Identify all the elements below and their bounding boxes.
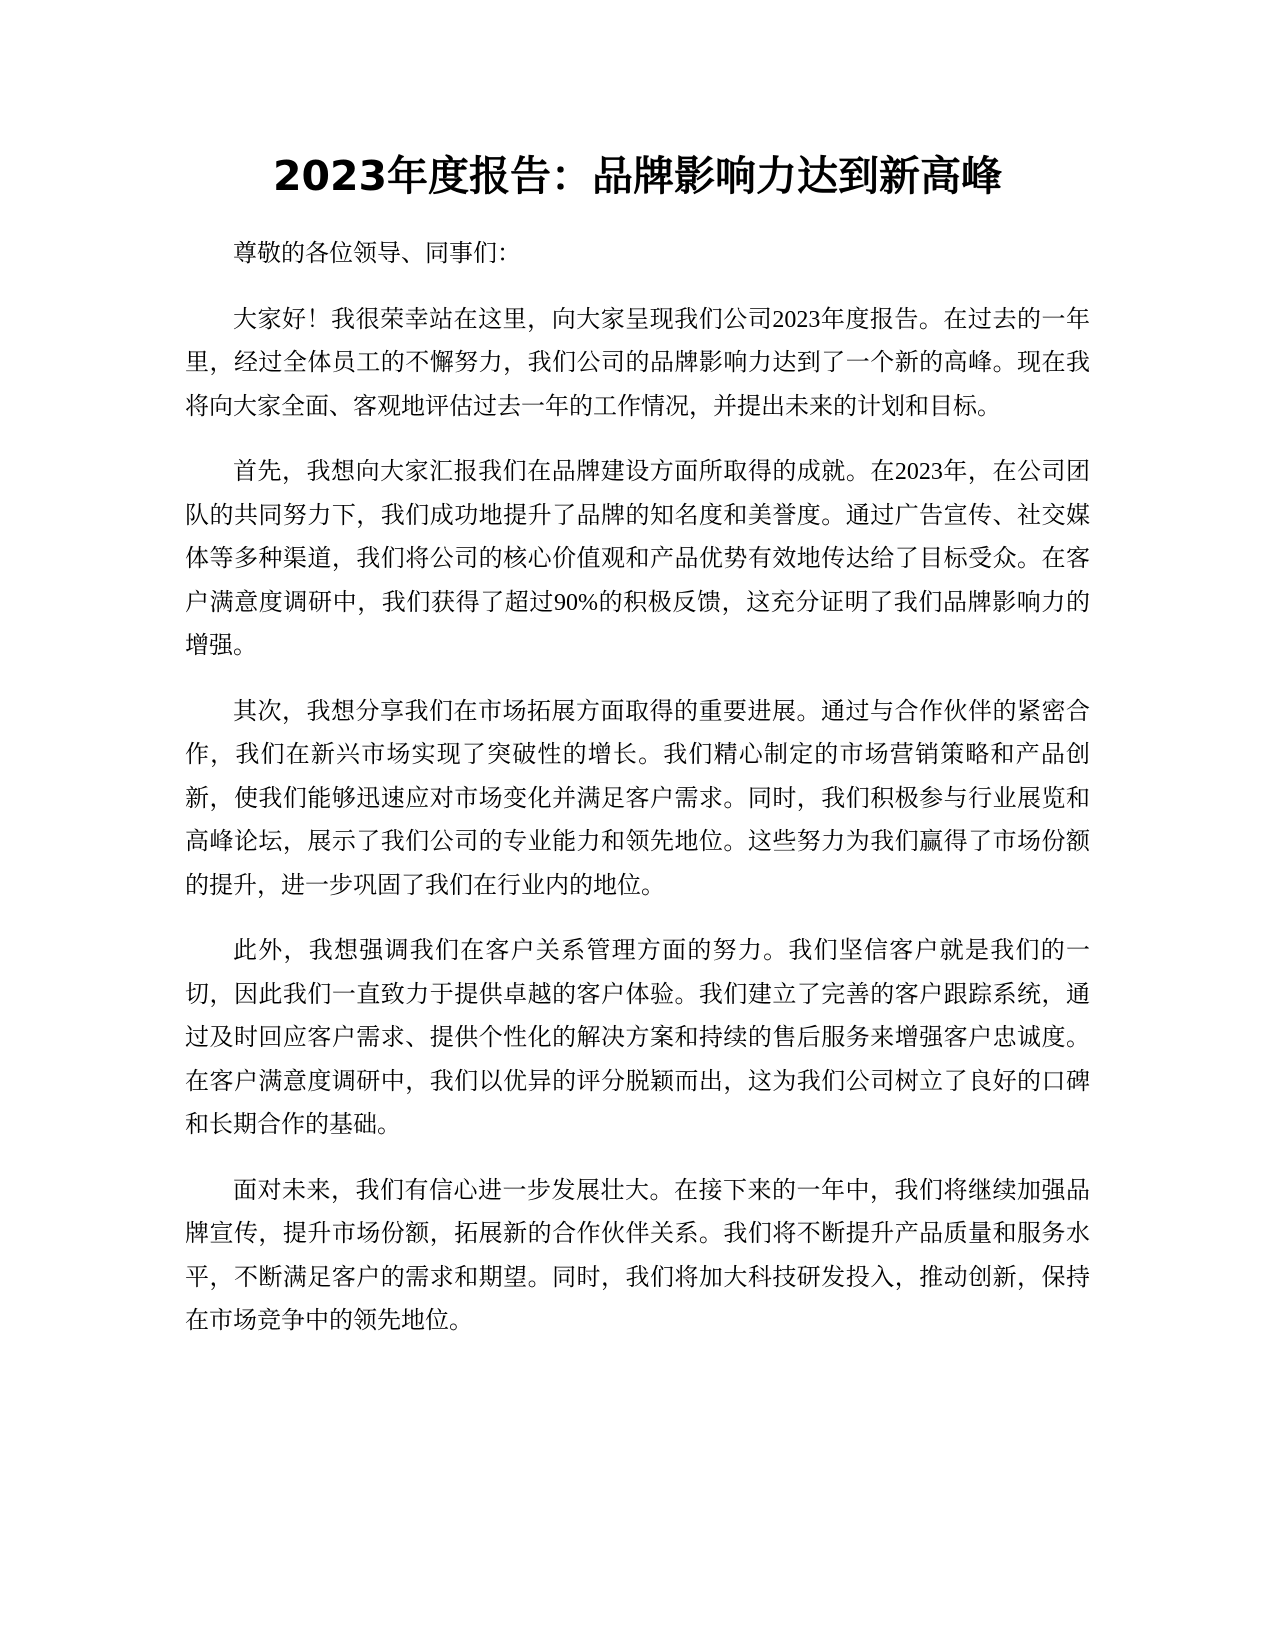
market-expansion-paragraph: 其次，我想分享我们在市场拓展方面取得的重要进展。通过与合作伙伴的紧密合作，我们在新兴市场实现了突破性的增长。我们精心制定的市场营销策略和产品创新，使我们能够迅速应对市场变化并满足客户需求。同时，我们积极参与行业展览和高峰论坛，展示了我们公司的专业能力和领先地位。这些努力为我们赢得了市场份额的提升，进一步巩固了我们在行业内的地位。: [185, 698, 1090, 899]
brand-achievement-paragraph: 首先，我想向大家汇报我们在品牌建设方面所取得的成就。在2023年，在公司团队的共同努力下，我们成功地提升了品牌的知名度和美誉度。通过广告宣传、社交媒体等多种渠道，我们将公司的核心价值观和产品优势有效地传达给了目标受众。在客户满意度调研中，我们获得了超过90%的积极反馈，这充分证明了我们品牌影响力的增强。: [185, 459, 1090, 659]
document-title: 2023年度报告：品牌影响力达到新高峰: [272, 152, 1003, 200]
salutation-paragraph: 尊敬的各位领导、同事们：: [233, 241, 521, 267]
customer-relations-paragraph: 此外，我想强调我们在客户关系管理方面的努力。我们坚信客户就是我们的一切，因此我们一直致力于提供卓越的客户体验。我们建立了完善的客户跟踪系统，通过及时回应客户需求、提供个性化的解决方案和持续的售后服务来增强客户忠诚度。在客户满意度调研中，我们以优异的评分脱颖而出，这为我们公司树立了良好的口碑和长期合作的基础。: [185, 938, 1090, 1138]
intro-paragraph: 大家好！我很荣幸站在这里，向大家呈现我们公司2023年度报告。在过去的一年里，经过全体员工的不懈努力，我们公司的品牌影响力达到了一个新的高峰。现在我将向大家全面、客观地评估过去一年的工作情况，并提出未来的计划和目标。: [185, 306, 1090, 420]
future-outlook-paragraph: 面对未来，我们有信心进一步发展壮大。在接下来的一年中，我们将继续加强品牌宣传，提升市场份额，拓展新的合作伙伴关系。我们将不断提升产品质量和服务水平，不断满足客户的需求和期望。同时，我们将加大科技研发投入，推动创新，保持在市场竞争中的领先地位。: [185, 1177, 1090, 1334]
